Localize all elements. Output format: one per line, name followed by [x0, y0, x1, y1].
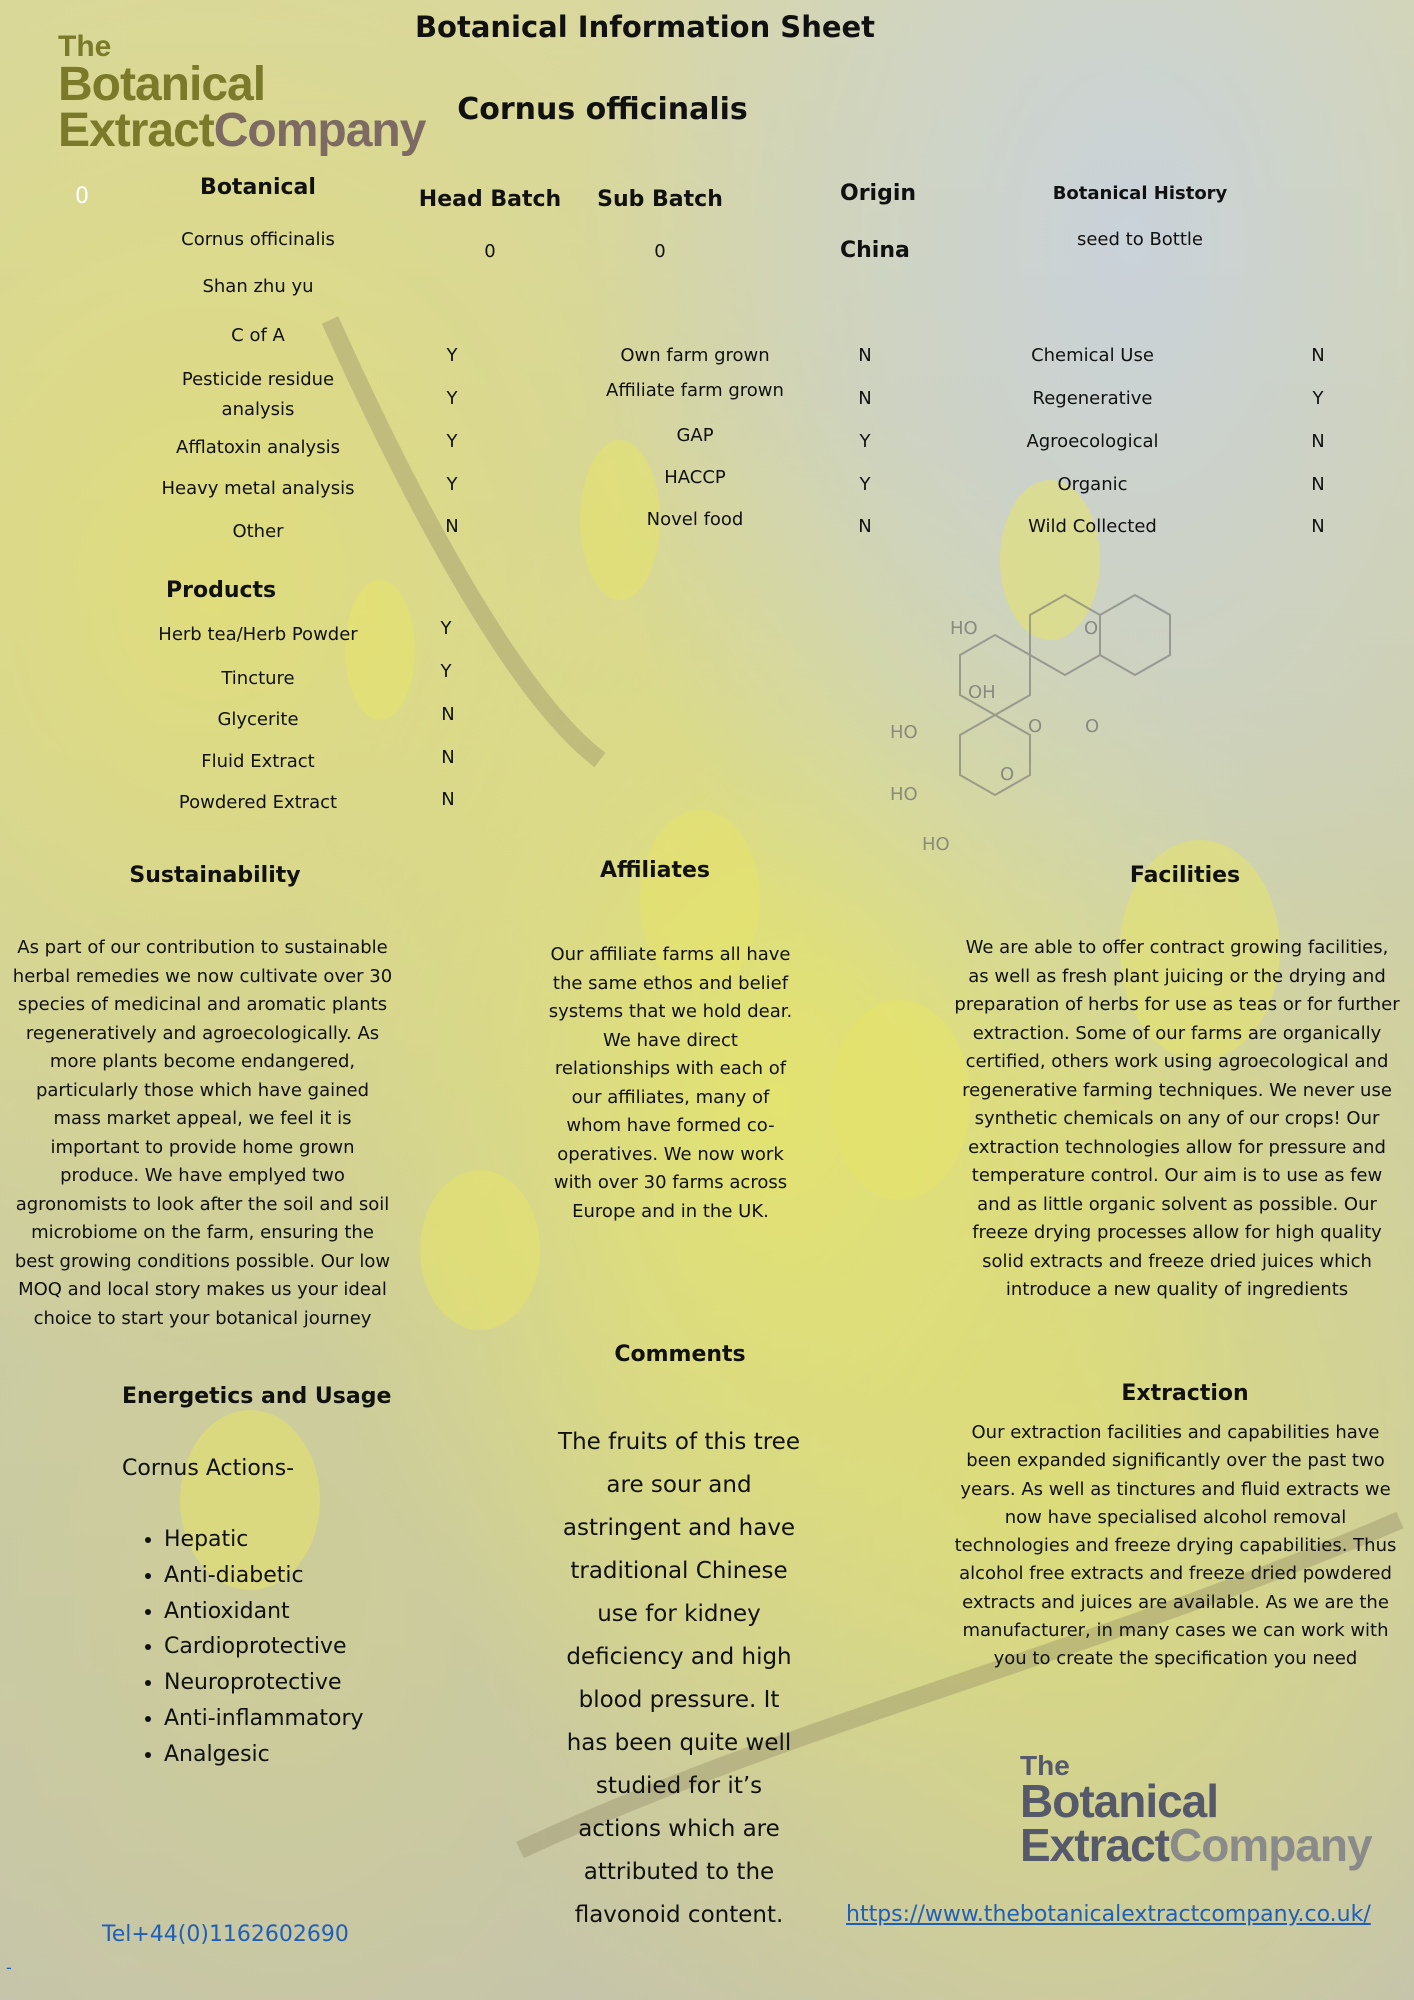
latin-name: Cornus officinalis [181, 229, 335, 250]
action-item: • Hepatic [164, 1522, 484, 1558]
practice-label: Chemical Use [1031, 345, 1154, 366]
comments-title: Comments [614, 1342, 746, 1367]
products-title: Products [166, 578, 277, 603]
molecule-label: HO [890, 784, 918, 805]
product-label: Fluid Extract [201, 751, 315, 772]
origin-label: Origin [840, 181, 917, 206]
logo-company: Company [1168, 1818, 1372, 1871]
common-name: Shan zhu yu [202, 276, 314, 297]
index-value: 0 [75, 184, 89, 209]
flower-blob [420, 1170, 540, 1330]
product-label: Tincture [221, 668, 295, 689]
facilities-title: Facilities [1129, 863, 1241, 888]
head-batch-label: Head Batch [418, 187, 562, 212]
molecule-label: O [1028, 716, 1043, 737]
head-batch-value: 0 [484, 241, 496, 262]
molecule-structure [880, 560, 1220, 860]
action-item: • Analgesic [164, 1737, 484, 1773]
sourcing-label: HACCP [664, 467, 726, 488]
page-title: Botanical Information Sheet [414, 10, 876, 44]
ring [960, 635, 1030, 715]
phone-number: Tel+44(0)1162602690 [102, 1922, 349, 1947]
molecule-label: HO [922, 834, 950, 855]
logo-botanical: Botanical [1020, 1775, 1219, 1827]
affiliates-title: Affiliates [599, 858, 711, 883]
website-link[interactable]: https://www.thebotanicalextractcompany.co.uk/ [846, 1902, 1371, 1927]
practice-label: Organic [1057, 474, 1128, 495]
test-value: Y [446, 388, 458, 409]
product-label: Glycerite [217, 709, 299, 730]
sub-batch-value: 0 [654, 241, 666, 262]
test-value: Y [446, 474, 458, 495]
action-item: • Antioxidant [164, 1594, 484, 1630]
product-value: Y [440, 618, 452, 639]
sustainability-title: Sustainability [129, 863, 301, 888]
sustainability-text: As part of our contribution to sustainable herbal remedies we now cultivate over 30 species of medicinal and aromatic plants regeneratively and agroecologically. As more plants become endangered, particularly those which have gained mass market appeal, we feel it is important to provide home grown produce. We have emplyed two agronomists to look after the soil and soil microbiome on the farm, ensuring the best growing conditions possible. Our low MOQ and local story makes us your ideal choice to start your botanical journey [12, 937, 393, 1329]
action-item: • Anti-inflammatory [164, 1701, 484, 1737]
test-value: Y [446, 345, 458, 366]
practice-value: N [1311, 431, 1325, 452]
product-value: N [441, 747, 455, 768]
practice-value: N [1311, 474, 1325, 495]
product-value: N [441, 789, 455, 810]
company-logo-bottom [1020, 1750, 1372, 1871]
logo-extract: Extract [1020, 1818, 1169, 1871]
energetics-subtitle: Cornus Actions- [122, 1456, 295, 1481]
sourcing-label: GAP [676, 425, 714, 446]
logo-extract-company [58, 103, 426, 157]
sourcing-value: N [858, 516, 872, 537]
product-value: Y [440, 661, 452, 682]
affiliates-text: Our affiliate farms all have the same ethos and belief systems that we hold dear. We have direct relationships with each of our affiliates, many of whom have formed co-operatives. We now work with over 30 farms across Europe and in the UK. [548, 944, 793, 1222]
origin-value: China [840, 238, 910, 263]
test-value: N [445, 516, 459, 537]
sourcing-value: Y [859, 474, 871, 495]
test-label: Other [232, 521, 284, 542]
ring [960, 715, 1030, 795]
energetics-title: Energetics and Usage [122, 1384, 392, 1409]
sourcing-value: Y [859, 431, 871, 452]
logo-extract-company [1020, 1818, 1372, 1871]
practice-label: Wild Collected [1028, 516, 1157, 537]
practice-label: Regenerative [1032, 388, 1153, 409]
history-value: seed to Bottle [1076, 229, 1204, 250]
sub-batch-label: Sub Batch [597, 187, 723, 212]
molecule-label: HO [890, 722, 918, 743]
botanical-title: Cornus officinalis [457, 92, 748, 127]
sourcing-value: N [858, 388, 872, 409]
test-label: Afflatoxin analysis [176, 437, 340, 458]
facilities-text: We are able to offer contract growing facilities, as well as fresh plant juicing or the drying and preparation of herbs for use as teas or for further extraction. Some of our farms are organically certified, others work using agroecological and regenerative farming techniques. We never use synthetic chemicals on any of our crops! Our extraction technologies allow for pressure and temperature control. Our aim is to use as few and as little organic solvent as possible. Our freeze drying processes allow for high quality solid extracts and freeze dried juices which introduce a new quality of ingredients [954, 937, 1400, 1300]
company-logo-top [58, 30, 426, 157]
flower-blob [830, 1000, 970, 1200]
practice-label: Agroecological [1026, 431, 1159, 452]
footer-dash: - [6, 1958, 12, 1977]
extraction-text: Our extraction facilities and capabilities have been expanded significantly over the past two years. As well as tinctures and fluid extracts we now have specialised alcohol removal technologies and freeze drying capabilities. Thus alcohol free extracts and freeze dried powdered extracts and juices are available. As we are the manufacturer, in many cases we can work with you to create the specification you need [954, 1422, 1397, 1670]
test-value: Y [446, 431, 458, 452]
molecule-label: O [1000, 764, 1015, 785]
logo-company: Company [213, 103, 426, 157]
ring [1100, 595, 1170, 675]
extraction-title: Extraction [1121, 1381, 1249, 1406]
logo-extract: Extract [58, 103, 214, 157]
practice-value: N [1311, 516, 1325, 537]
actions-list [120, 1522, 484, 1773]
molecule-label: HO [950, 618, 978, 639]
logo-the: The [58, 30, 112, 63]
molecule-label: O [1084, 618, 1099, 639]
action-item: • Neuroprotective [164, 1665, 484, 1701]
sourcing-label: Own farm grown [620, 345, 770, 366]
sourcing-label: Affiliate farm grown [606, 380, 784, 401]
history-label: Botanical History [1052, 183, 1228, 204]
product-value: N [441, 704, 455, 725]
practice-value: N [1311, 345, 1325, 366]
test-label: Heavy metal analysis [161, 478, 355, 499]
test-label: C of A [231, 325, 285, 346]
logo-the: The [1020, 1750, 1070, 1781]
molecule-label: OH [968, 682, 996, 703]
action-item: • Anti-diabetic [164, 1558, 484, 1594]
practice-value: Y [1312, 388, 1324, 409]
sourcing-label: Novel food [646, 509, 744, 530]
comments-text: The fruits of this tree are sour and astringent and have traditional Chinese use for kidney deficiency and high blood pressure. It has been quite well studied for it’s actions which are attributed to the flavonoid content. [558, 1429, 800, 1928]
product-label: Herb tea/Herb Powder [158, 624, 358, 645]
logo-botanical: Botanical [58, 58, 266, 111]
action-item: • Cardioprotective [164, 1629, 484, 1665]
molecule-label: O [1085, 716, 1100, 737]
test-label: Pesticide residue analysis [181, 369, 335, 420]
product-label: Powdered Extract [178, 792, 338, 813]
botanical-label: Botanical [200, 175, 316, 200]
sourcing-value: N [858, 345, 872, 366]
